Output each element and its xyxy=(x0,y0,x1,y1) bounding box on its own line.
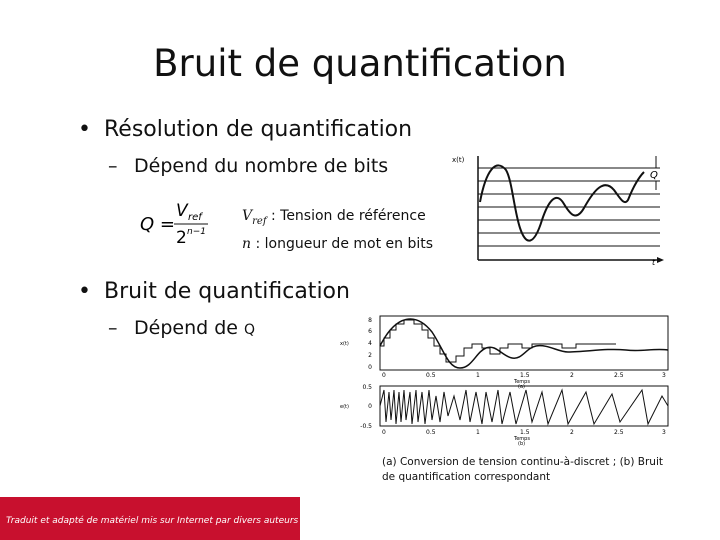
formula-denominator-sup: n−1 xyxy=(187,227,206,237)
quantization-formula xyxy=(140,200,240,252)
def-vref-sub: ref xyxy=(252,215,267,227)
bullet-quant-noise xyxy=(78,279,350,304)
fig-top-x-label: t xyxy=(652,258,656,267)
fig-top-y-label: x(t) xyxy=(452,156,465,164)
sub-bullet-dash: – xyxy=(108,317,118,339)
panel-b-ytick-1: 0 xyxy=(368,403,372,410)
signal-levels-figure xyxy=(452,150,667,272)
panel-a-ytick-3: 2 xyxy=(368,352,372,359)
panel-b-xticks xyxy=(382,429,666,436)
sub-bullet-q xyxy=(108,317,255,339)
panel-a-xtick-3: 1.5 xyxy=(520,372,530,379)
panel-a-xtick-2: 1 xyxy=(476,372,480,379)
panel-b-xtick-1: 0.5 xyxy=(426,429,436,436)
panel-b-xtick-2: 1 xyxy=(476,429,480,436)
formula-definitions xyxy=(242,205,433,255)
panel-a-xtick-5: 2.5 xyxy=(614,372,624,379)
def-vref-symbol: V xyxy=(242,208,253,224)
panel-b-ytick-2: -0.5 xyxy=(360,423,372,430)
bullet-quant-noise-text: Bruit de quantification xyxy=(104,279,350,304)
fig-top-x-arrow xyxy=(657,257,664,263)
formula-lhs: Q = xyxy=(140,214,175,235)
panel-a-xtick-4: 2 xyxy=(570,372,574,379)
conversion-noise-svg xyxy=(336,312,672,446)
def-n-symbol: n xyxy=(242,235,252,252)
formula-svg xyxy=(140,200,240,248)
def-vref xyxy=(242,205,433,233)
panel-a-ytick-1: 6 xyxy=(368,328,372,335)
sub-bullet-dash: – xyxy=(108,155,118,177)
panel-a-ytick-0: 8 xyxy=(368,317,372,324)
panel-b-ylabel: e(t) xyxy=(340,404,349,410)
footer-text: Traduit et adapté de matériel mis sur Internet par divers auteurs xyxy=(6,516,299,526)
panel-a-xticks xyxy=(382,372,666,379)
figure-caption: (a) Conversion de tension continu-à-discret ; (b) Bruit de quantification correspondant xyxy=(382,456,663,483)
panel-b-noise xyxy=(380,390,668,424)
footer-bar xyxy=(0,497,300,540)
panel-a-signal xyxy=(380,319,668,368)
bullet-resolution xyxy=(78,117,412,142)
bullet-resolution-text: Résolution de quantification xyxy=(104,117,413,142)
sub-bullet-q-symbol: Q xyxy=(244,322,256,338)
panel-b-xtick-6: 3 xyxy=(662,429,666,436)
panel-a-xtick-0: 0 xyxy=(382,372,386,379)
def-vref-text: : Tension de référence xyxy=(266,208,426,224)
bullet-dot: • xyxy=(78,279,91,304)
panel-a-ytick-2: 4 xyxy=(368,340,372,347)
panel-a-xtick-6: 3 xyxy=(662,372,666,379)
panel-a-xlabel: Temps xyxy=(514,379,530,385)
panel-a-tag: (a) xyxy=(518,384,525,390)
sub-bullet-bits xyxy=(108,155,388,177)
sub-bullet-bits-text: Dépend du nombre de bits xyxy=(134,155,389,177)
slide-title: Bruit de quantification xyxy=(153,42,567,85)
panel-a-ylabel: x(t) xyxy=(340,341,349,347)
panel-b-xtick-4: 2 xyxy=(570,429,574,436)
panel-a-xtick-1: 0.5 xyxy=(426,372,436,379)
fig-top-q-label: Q xyxy=(650,170,658,181)
panel-a-ytick-4: 0 xyxy=(368,364,372,371)
panel-a-staircase xyxy=(380,320,616,362)
panel-b-xtick-5: 2.5 xyxy=(614,429,624,436)
panel-b-ytick-0: 0.5 xyxy=(362,384,372,391)
panel-b-tag: (b) xyxy=(518,441,526,446)
panel-b-xtick-0: 0 xyxy=(382,429,386,436)
quantization-levels xyxy=(478,168,660,246)
def-n xyxy=(242,233,433,255)
sub-bullet-q-text: Dépend de xyxy=(134,317,245,339)
signal-levels-svg xyxy=(452,150,667,268)
panel-b-xtick-3: 1.5 xyxy=(520,429,530,436)
formula-numerator-sub: ref xyxy=(188,212,202,223)
formula-denominator: 2 xyxy=(176,228,187,248)
formula-numerator: V xyxy=(176,201,188,221)
bullet-dot: • xyxy=(78,117,91,142)
panel-b-xlabel: Temps xyxy=(514,436,530,442)
def-n-text: : longueur de mot en bits xyxy=(251,235,434,252)
fig-top-signal-curve xyxy=(480,165,644,240)
conversion-noise-figure xyxy=(336,312,672,450)
